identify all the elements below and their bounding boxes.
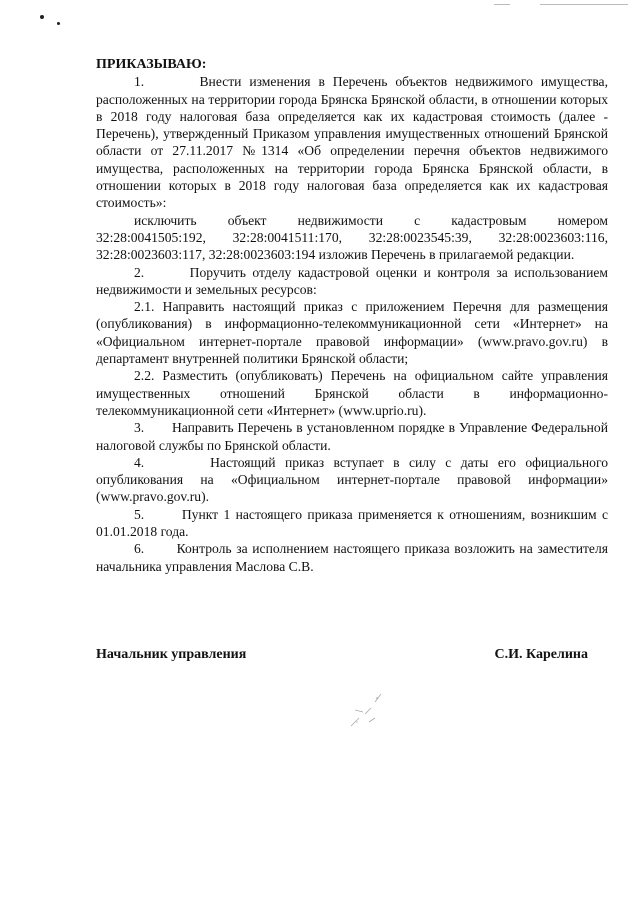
item-3: 3. Направить Перечень в установленном порядке в Управление Федеральной налоговой службы по Брянской области. — [96, 420, 608, 453]
item-6: 6. Контроль за исполнением настоящего приказа возложить на заместителя начальника управления Маслова С.В. — [96, 541, 608, 574]
scan-line — [494, 4, 510, 5]
signature-scribble — [345, 688, 390, 733]
signatory-name: С.И. Карелина — [494, 647, 588, 662]
item-4: 4. Настоящий приказ вступает в силу с даты его официального опубликования на «Официальном интернет-портале правовой информации» (www.pravo.gov.ru). — [96, 454, 608, 505]
exclude-line: исключить объект недвижимости с кадастровым номером — [134, 212, 608, 228]
item-1: 1. Внести изменения в Перечень объектов недвижимого имущества, расположенных на территории города Брянска Брянской области, в отношении которых в 2018 году налоговая база определяется как их кадастровая стоимость (далее - Перечень), утвержденный Приказом управления имущественных отношений Брянской области от 27.11.2017 №1314 «Об определении перечня объектов недвижимого имущества, расположенных на территории города Брянска Брянской области, в отношении которых в 2018 году налоговая база определяется как их кадастровая стоимость»: — [96, 74, 608, 211]
scan-dot — [57, 22, 60, 25]
scan-dot — [40, 15, 44, 19]
scan-line — [540, 4, 628, 5]
item-2-1: 2.1. Направить настоящий приказ с приложением Перечня для размещения (опубликования) в информационно-телекоммуникационной сети «Интернет» на «Официальном интернет-портале правовой информации» (www.pravo.gov.ru) в департамент внутренней политики Брянской области; — [96, 299, 608, 367]
item-2: 2. Поручить отделу кадастровой оценки и контроля за использованием недвижимости и земельных ресурсов: — [96, 264, 608, 297]
order-body — [96, 56, 608, 575]
order-heading: ПРИКАЗЫВАЮ: — [96, 57, 207, 72]
item-2-2: 2.2. Разместить (опубликовать) Перечень на официальном сайте управления имущественных отношений Брянской области в информационно-телекоммуникационной сети «Интернет» (www.uprio.ru). — [96, 368, 608, 418]
item-5: 5. Пункт 1 настоящего приказа применяется к отношениям, возникшим с 01.01.2018 года. — [96, 506, 608, 540]
signatory-position: Начальник управления — [96, 647, 247, 662]
cadastral-numbers: 32:28:0041505:192, 32:28:0041511:170, 32:28:0023545:39, 32:28:0023603:116, 32:28:0023603:117, 32:28:0023603:194 изложив Перечень в прилагаемой редакции. — [96, 229, 608, 263]
